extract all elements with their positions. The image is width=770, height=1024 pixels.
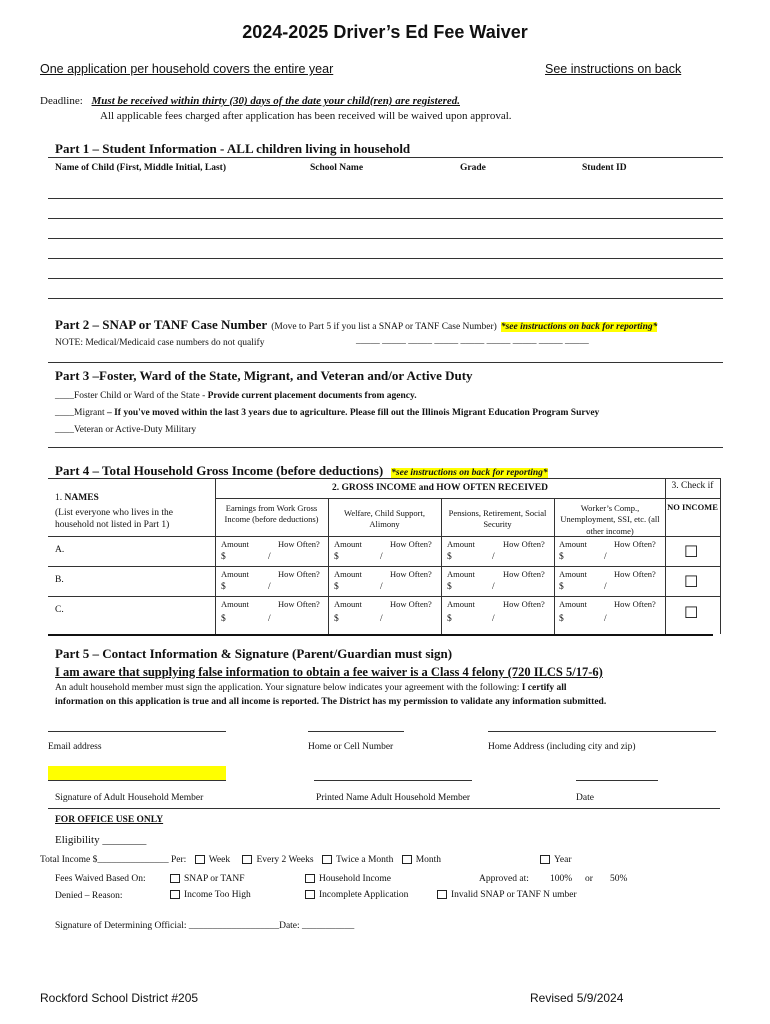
printed-name-label: Printed Name Adult Household Member bbox=[316, 793, 471, 803]
foster-note: Provide current placement documents from agency. bbox=[207, 391, 417, 401]
phone-input[interactable] bbox=[308, 731, 404, 732]
incomplete-label: Incomplete Application bbox=[319, 890, 409, 900]
deadline-text: Must be received within thirty (30) days of the date your child(ren) are registered. bbox=[91, 95, 460, 107]
slash[interactable]: / bbox=[268, 582, 271, 592]
amount-label: Amount bbox=[447, 539, 475, 549]
household-income-option bbox=[305, 874, 391, 884]
slash[interactable]: / bbox=[268, 614, 271, 624]
part2-paren: (Move to Part 5 if you list a SNAP or TANF Case Number) bbox=[271, 322, 497, 332]
household-income-label: Household Income bbox=[319, 874, 392, 884]
total-income-label: Total Income $_______________ Per: bbox=[40, 855, 187, 865]
how-often-label: How Often? bbox=[390, 539, 432, 549]
approved-100[interactable]: 100% bbox=[550, 874, 573, 884]
phone-label: Home or Cell Number bbox=[308, 742, 394, 752]
row-a-label: A. bbox=[55, 545, 65, 555]
col-workers-comp: Worker’s Comp., Unemployment, SSI, etc. (all other income) bbox=[560, 503, 660, 536]
approved-or: or bbox=[585, 874, 593, 884]
snap-tanf-option bbox=[170, 874, 244, 884]
no-income-checkbox-b[interactable]: ☐ bbox=[684, 572, 699, 591]
amount-label: Amount bbox=[559, 599, 587, 609]
part4-top-rule bbox=[48, 447, 723, 448]
how-often-label: How Often? bbox=[503, 599, 545, 609]
dollar-sign[interactable]: $ bbox=[221, 614, 226, 624]
amount-label: Amount bbox=[447, 569, 475, 579]
migrant-note: – If you've moved within the last 3 years due to agriculture. Please fill out the Illinois Migrant Education Program Survey bbox=[106, 408, 600, 418]
felony-warning: I am aware that supplying false information to obtain a fee waiver is a Class 4 felony (720 ILCS 5/17-6) bbox=[55, 665, 603, 679]
amount-label: Amount bbox=[334, 539, 362, 549]
no-income-checkbox-a[interactable]: ☐ bbox=[684, 542, 699, 561]
dollar-sign[interactable]: $ bbox=[334, 552, 339, 562]
part3-migrant[interactable] bbox=[55, 408, 599, 418]
certify-text: I certify all bbox=[521, 683, 567, 693]
email-input[interactable] bbox=[48, 731, 226, 732]
form-title: 2024-2025 Driver’s Ed Fee Waiver bbox=[242, 22, 528, 42]
printed-name-input[interactable] bbox=[314, 780, 472, 781]
amount-label: Amount bbox=[221, 569, 249, 579]
subtitle-one-application: One application per household covers the entire year bbox=[40, 62, 334, 76]
month-label: Month bbox=[415, 855, 442, 865]
how-often-label: How Often? bbox=[503, 539, 545, 549]
office-use-heading: FOR OFFICE USE ONLY bbox=[55, 815, 164, 825]
date-input[interactable] bbox=[576, 780, 658, 781]
total-income-row bbox=[40, 855, 441, 865]
names-title bbox=[55, 493, 99, 503]
snap-tanf-checkbox[interactable] bbox=[170, 874, 180, 883]
row-a-rule bbox=[48, 566, 720, 567]
table-header-rule bbox=[215, 498, 720, 499]
part2-heading: Part 2 – SNAP or TANF Case Number bbox=[55, 317, 268, 332]
deadline-label: Deadline: bbox=[40, 95, 83, 107]
every-2-weeks-checkbox[interactable] bbox=[242, 855, 252, 864]
eligibility-field[interactable]: Eligibility ________ bbox=[55, 834, 147, 846]
names-heading: NAMES bbox=[64, 493, 99, 503]
signature-input[interactable] bbox=[48, 766, 226, 781]
table-bottom bbox=[48, 634, 713, 636]
amount-label: Amount bbox=[559, 569, 587, 579]
slash[interactable]: / bbox=[492, 582, 495, 592]
how-often-label: How Often? bbox=[390, 599, 432, 609]
how-often-label: How Often? bbox=[614, 599, 656, 609]
dollar-sign[interactable]: $ bbox=[221, 582, 226, 592]
dollar-sign[interactable]: $ bbox=[447, 614, 452, 624]
divider-col3 bbox=[441, 498, 442, 634]
how-often-label: How Often? bbox=[614, 539, 656, 549]
footer-revised: Revised 5/9/2024 bbox=[530, 991, 624, 1005]
incomplete-option bbox=[305, 890, 408, 900]
row-b-rule bbox=[48, 596, 720, 597]
year-label: Year bbox=[554, 855, 572, 865]
dollar-sign[interactable]: $ bbox=[447, 582, 452, 592]
col-child-name: Name of Child (First, Middle Initial, Last) bbox=[55, 163, 226, 173]
year-option bbox=[540, 855, 572, 865]
table-right bbox=[720, 478, 721, 634]
how-often-label: How Often? bbox=[390, 569, 432, 579]
part5-heading: Part 5 – Contact Information & Signature (Parent/Guardian must sign) bbox=[55, 646, 453, 661]
income-too-high-label: Income Too High bbox=[184, 890, 251, 900]
row-c-label: C. bbox=[55, 605, 64, 615]
twice-a-month-label: Twice a Month bbox=[335, 855, 394, 865]
amount-label: Amount bbox=[334, 599, 362, 609]
divider-col4 bbox=[554, 498, 555, 634]
slash[interactable]: / bbox=[268, 552, 271, 562]
office-rule bbox=[48, 808, 720, 809]
email-label: Email address bbox=[48, 742, 102, 752]
student-row-3[interactable] bbox=[48, 238, 723, 239]
income-too-high-checkbox[interactable] bbox=[170, 890, 180, 899]
col-student-id: Student ID bbox=[582, 163, 627, 173]
dollar-sign[interactable]: $ bbox=[447, 552, 452, 562]
migrant-label: ____Migrant bbox=[55, 408, 107, 418]
dollar-sign[interactable]: $ bbox=[221, 552, 226, 562]
official-signature-line[interactable]: Signature of Determining Official: ___________________Date: ___________ bbox=[55, 921, 355, 931]
part1-heading: Part 1 – Student Information - ALL children living in household bbox=[55, 141, 411, 156]
part4-instructions: *see instructions on back for reporting* bbox=[391, 468, 548, 478]
income-too-high-option bbox=[170, 890, 251, 900]
col-earnings: Earnings from Work Gross Income (before deductions) bbox=[224, 503, 319, 525]
part1-rule bbox=[48, 157, 723, 158]
every-2-weeks-label: Every 2 Weeks bbox=[256, 855, 314, 865]
invalid-snap-checkbox[interactable] bbox=[437, 890, 447, 899]
no-income-checkbox-c[interactable]: ☐ bbox=[684, 603, 699, 622]
divider-col2 bbox=[328, 498, 329, 634]
approved-at-label: Approved at: bbox=[479, 874, 529, 884]
slash[interactable]: / bbox=[492, 614, 495, 624]
slash[interactable]: / bbox=[380, 582, 383, 592]
deadline-note: All applicable fees charged after application has been received will be waived upon approval. bbox=[100, 110, 512, 122]
address-input[interactable] bbox=[488, 731, 716, 732]
snap-tanf-label: SNAP or TANF bbox=[184, 874, 245, 884]
case-number-field[interactable]: _____ _____ _____ _____ _____ _____ _____ _____ _____ bbox=[356, 336, 589, 346]
certification-line2: information on this application is true and all income is reported. The District has my permission to validate any information submitted. bbox=[55, 697, 607, 707]
part2-note: NOTE: Medical/Medicaid case numbers do not qualify bbox=[55, 338, 265, 348]
part3-foster[interactable] bbox=[55, 391, 417, 401]
amount-label: Amount bbox=[447, 599, 475, 609]
household-income-checkbox[interactable] bbox=[305, 874, 315, 883]
dollar-sign[interactable]: $ bbox=[559, 582, 564, 592]
dollar-sign[interactable]: $ bbox=[559, 614, 564, 624]
how-often-label: How Often? bbox=[614, 569, 656, 579]
address-label: Home Address (including city and zip) bbox=[488, 742, 636, 752]
part3-top-rule bbox=[48, 362, 723, 363]
gross-income-header: 2. GROSS INCOME and HOW OFTEN RECEIVED bbox=[332, 483, 548, 493]
col-pensions: Pensions, Retirement, Social Security bbox=[448, 508, 547, 530]
student-row-4[interactable] bbox=[48, 258, 723, 259]
fees-waived-label: Fees Waived Based On: bbox=[55, 874, 146, 884]
invalid-snap-option bbox=[437, 890, 577, 900]
how-often-label: How Often? bbox=[278, 539, 320, 549]
no-income-label: NO INCOME bbox=[667, 502, 718, 512]
amount-label: Amount bbox=[334, 569, 362, 579]
slash[interactable]: / bbox=[604, 582, 607, 592]
how-often-label: How Often? bbox=[503, 569, 545, 579]
part4-heading: Part 4 – Total Household Gross Income (before deductions) bbox=[55, 463, 384, 478]
row-b-label: B. bbox=[55, 575, 64, 585]
check-if-label: 3. Check if bbox=[671, 481, 714, 491]
part3-veteran[interactable]: ____Veteran or Active-Duty Military bbox=[55, 425, 197, 435]
student-row-1[interactable] bbox=[48, 198, 723, 199]
certification-line1 bbox=[55, 683, 567, 693]
week-checkbox[interactable] bbox=[195, 855, 205, 864]
part2-heading-row bbox=[55, 316, 657, 334]
incomplete-checkbox[interactable] bbox=[305, 890, 315, 899]
how-often-label: How Often? bbox=[278, 569, 320, 579]
footer-district: Rockford School District #205 bbox=[40, 991, 199, 1005]
subtitle-see-instructions: See instructions on back bbox=[545, 62, 682, 76]
certification-text: An adult household member must sign the application. Your signature below indicates your agreement with the following: bbox=[55, 683, 520, 693]
week-label: Week bbox=[208, 855, 231, 865]
month-checkbox[interactable] bbox=[402, 855, 412, 864]
amount-label: Amount bbox=[221, 539, 249, 549]
date-label: Date bbox=[576, 793, 594, 803]
foster-label: ____Foster Child or Ward of the State - bbox=[55, 391, 208, 401]
approved-50[interactable]: 50% bbox=[610, 874, 628, 884]
amount-label: Amount bbox=[559, 539, 587, 549]
how-often-label: How Often? bbox=[278, 599, 320, 609]
dollar-sign[interactable]: $ bbox=[559, 552, 564, 562]
names-desc: (List everyone who lives in the household not listed in Part 1) bbox=[55, 508, 173, 531]
student-row-5[interactable] bbox=[48, 278, 723, 279]
dollar-sign[interactable]: $ bbox=[334, 582, 339, 592]
col-grade: Grade bbox=[460, 163, 486, 173]
invalid-snap-label: Invalid SNAP or TANF N umber bbox=[451, 890, 577, 900]
year-checkbox[interactable] bbox=[540, 855, 550, 864]
part2-instructions: *see instructions on back for reporting* bbox=[500, 322, 658, 332]
col-welfare: Welfare, Child Support, Alimony bbox=[344, 508, 425, 530]
slash[interactable]: / bbox=[380, 614, 383, 624]
slash[interactable]: / bbox=[604, 614, 607, 624]
slash[interactable]: / bbox=[604, 552, 607, 562]
part3-heading: Part 3 –Foster, Ward of the State, Migrant, and Veteran and/or Active Duty bbox=[55, 368, 473, 383]
names-number: 1. bbox=[55, 493, 65, 503]
slash[interactable]: / bbox=[492, 552, 495, 562]
denied-label: Denied – Reason: bbox=[55, 891, 123, 901]
slash[interactable]: / bbox=[380, 552, 383, 562]
divider-names bbox=[215, 478, 216, 634]
student-row-2[interactable] bbox=[48, 218, 723, 219]
col-school-name: School Name bbox=[310, 163, 364, 173]
student-row-6[interactable] bbox=[48, 298, 723, 299]
dollar-sign[interactable]: $ bbox=[334, 614, 339, 624]
signature-label: Signature of Adult Household Member bbox=[55, 793, 204, 803]
twice-a-month-checkbox[interactable] bbox=[322, 855, 332, 864]
table-top bbox=[48, 478, 720, 479]
amount-label: Amount bbox=[221, 599, 249, 609]
deadline-section bbox=[40, 95, 460, 107]
